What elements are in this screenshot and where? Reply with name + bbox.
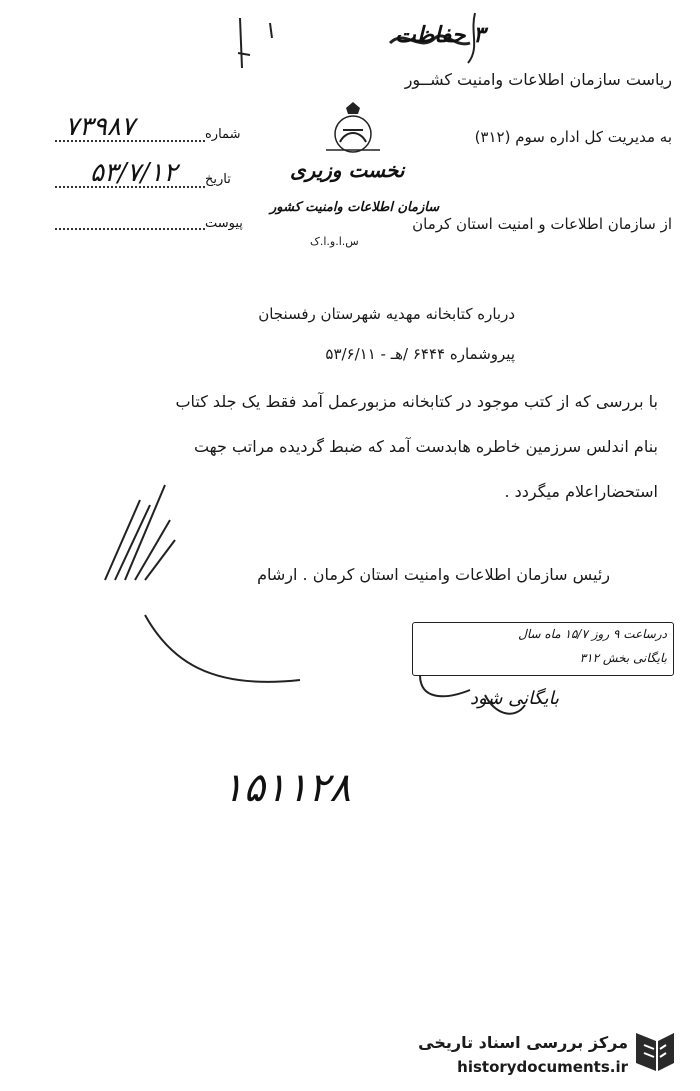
emblem-line3: س.ا.و.ا.ک bbox=[310, 235, 359, 248]
top-handwritten-note: ۳ حفاظت bbox=[394, 22, 485, 48]
filing-number: ۱۵۱۱۲۸ bbox=[222, 765, 351, 811]
signature-scribble bbox=[95, 480, 185, 590]
stamp-line2: بایگانی بخش ۳۱۲ bbox=[579, 651, 667, 665]
stamp-handwritten-note: بایگانی شود bbox=[470, 688, 560, 709]
stamp-line1: درساعت ۹ روز ۱۵/۷ ماه سال bbox=[518, 627, 667, 641]
receipt-stamp bbox=[412, 622, 674, 676]
body-line-3: استحضاراعلام میگردد . bbox=[504, 482, 658, 501]
date-label: تاریخ bbox=[205, 172, 231, 187]
stamp-scribble bbox=[415, 670, 535, 730]
watermark-url: historydocuments.ir bbox=[457, 1058, 628, 1076]
attachment-dotted-line bbox=[55, 228, 205, 230]
subject-about: درباره کتابخانه مهدیه شهرستان رفسنجان bbox=[258, 305, 515, 323]
signature-title: رئیس سازمان اطلاعات وامنیت استان کرمان . ارشام bbox=[257, 565, 610, 584]
from-line: از سازمان اطلاعات و امنیت استان کرمان bbox=[412, 215, 672, 233]
body-line-2: بنام اندلس سرزمین خاطره هابدست آمد که ضبط گردیده مراتب جهت bbox=[193, 437, 658, 456]
history-documents-logo-icon bbox=[630, 1025, 680, 1075]
date-value: ۵۳/۷/۱۲ bbox=[90, 158, 178, 188]
attachment-label: پیوست bbox=[205, 216, 243, 231]
org-title: ریاست سازمان اطلاعات وامنیت کشــور bbox=[404, 70, 672, 89]
handwritten-curve-mark bbox=[140, 610, 310, 700]
emblem-line2: سازمان اطلاعات وامنیت کشور bbox=[270, 200, 440, 215]
body-line-1: با بررسی که از کتب موجود در کتابخانه مزبورعمل آمد فقط یک جلد کتاب bbox=[175, 392, 658, 411]
emblem-line1: نخست وزیری bbox=[290, 158, 405, 182]
number-label: شماره bbox=[205, 127, 241, 142]
lion-and-sun-emblem-icon bbox=[318, 100, 388, 160]
watermark-title: مرکز بررسی اسناد تاریخی bbox=[418, 1033, 628, 1052]
number-value: ۷۳۹۸۷ bbox=[65, 112, 135, 142]
to-line: به مدیریت کل اداره سوم (۳۱۲) bbox=[474, 128, 672, 146]
subject-reference: پیروشماره ۶۴۴۴ /هـ - ۵۳/۶/۱۱ bbox=[325, 345, 515, 363]
